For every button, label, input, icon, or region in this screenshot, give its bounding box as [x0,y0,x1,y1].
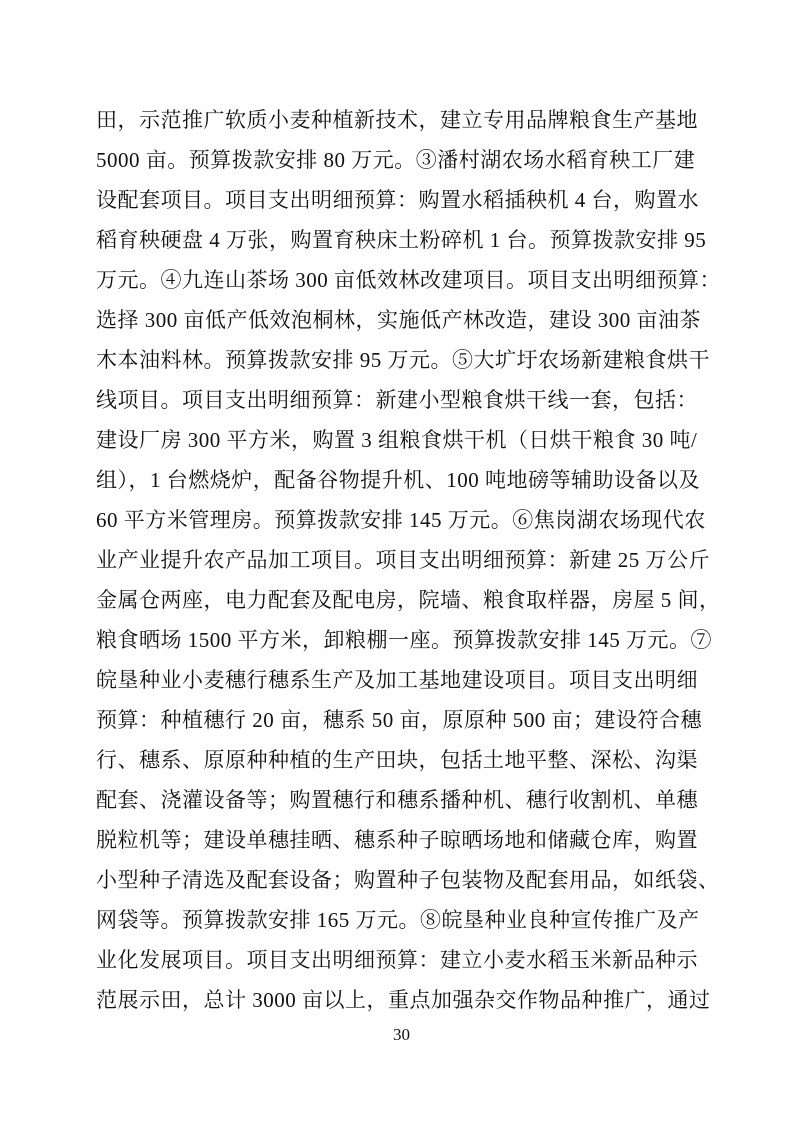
text-line: 木本油料林。预算拨款安排 95 万元。⑤大圹圩农场新建粮食烘干 [96,348,710,372]
text-line: 60 平方米管理房。预算拨款安排 145 万元。⑥焦岗湖农场现代农 [96,508,706,532]
text-line: 业产业提升农产品加工项目。项目支出明细预算：新建 25 万公斤 [96,548,710,572]
page-number: 30 [393,1025,410,1044]
text-line: 线项目。项目支出明细预算：新建小型粮食烘干线一套，包括： [96,388,698,412]
text-line: 金属仓两座，电力配套及配电房，院墙、粮食取样器，房屋 5 间， [96,588,721,612]
text-line: 配套、浇灌设备等；购置穗行和穗系播种机、穗行收割机、单穗 [96,788,698,812]
text-line: 网袋等。预算拨款安排 165 万元。⑧皖垦种业良种宣传推广及产 [96,908,700,932]
text-line: 行、穗系、原原种种植的生产田块，包括土地平整、深松、沟渠 [96,748,698,772]
text-line: 组），1 台燃烧炉，配备谷物提升机、100 吨地磅等辅助设备以及 [96,468,700,492]
text-line: 万元。④九连山茶场 300 亩低效林改建项目。项目支出明细预算： [96,268,721,292]
text-line: 范展示田，总计 3000 亩以上，重点加强杂交作物品种推广，通过 [96,988,711,1012]
text-line: 设配套项目。项目支出明细预算：购置水稻插秧机 4 台，购置水 [96,188,699,212]
text-line: 粮食晒场 1500 平方米，卸粮棚一座。预算拨款安排 145 万元。⑦ [96,628,712,652]
text-line: 脱粒机等；建设单穗挂晒、穗系种子晾晒场地和储藏仓库，购置 [96,828,698,852]
text-line: 预算：种植穗行 20 亩，穗系 50 亩，原原种 500 亩；建设符合穗 [96,708,702,732]
text-line: 稻育秧硬盘 4 万张，购置育秧床土粉碎机 1 台。预算拨款安排 95 [96,228,707,252]
text-line: 小型种子清选及配套设备；购置种子包装物及配套用品，如纸袋、 [96,868,720,892]
text-line: 建设厂房 300 平方米，购置 3 组粮食烘干机（日烘干粮食 30 吨/ [96,428,698,452]
text-line: 选择 300 亩低产低效泡桐林，实施低产林改造，建设 300 亩油茶 [96,308,701,332]
body-text [96,100,721,1020]
text-line: 业化发展项目。项目支出明细预算：建立小麦水稻玉米新品种示 [96,948,698,972]
text-line: 田，示范推广软质小麦种植新技术，建立专用品牌粮食生产基地 [96,108,698,132]
text-line: 5000 亩。预算拨款安排 80 万元。③潘村湖农场水稻育秧工厂建 [96,148,696,172]
text-line: 皖垦种业小麦穗行穗系生产及加工基地建设项目。项目支出明细 [96,668,698,692]
